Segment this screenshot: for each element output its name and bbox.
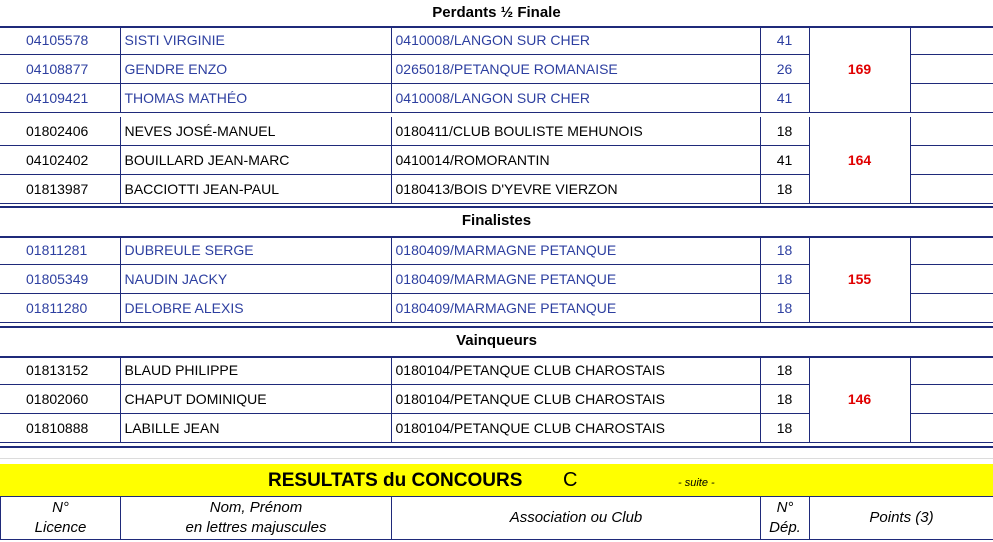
cell-extra[interactable] [910,385,993,414]
cell-extra[interactable] [910,117,993,146]
cell-extra[interactable] [910,175,993,204]
table-row[interactable] [0,117,993,146]
cell-licence[interactable]: 01813152 [0,356,120,385]
cell-licence[interactable]: 04105578 [0,26,120,55]
cell-dep[interactable]: 18 [760,385,809,414]
cell-licence[interactable]: 01813987 [0,175,120,204]
header-licence-line2: Licence [34,519,87,536]
cell-club[interactable]: 0180409/MARMAGNE PETANQUE [391,236,760,265]
header-licence[interactable] [1,497,121,540]
cell-nom[interactable]: BACCIOTTI JEAN-PAUL [120,175,391,204]
cell-licence[interactable]: 04109421 [0,84,120,113]
cell-dep[interactable]: 18 [760,356,809,385]
cell-nom[interactable]: SISTI VIRGINIE [120,26,391,55]
header-dep-line1: N° [776,499,794,516]
banner-suite: - suite - [678,477,715,489]
cell-nom[interactable]: DELOBRE ALEXIS [120,294,391,323]
cell-club[interactable]: 0180104/PETANQUE CLUB CHAROSTAIS [391,385,760,414]
cell-dep[interactable]: 18 [760,175,809,204]
cell-points[interactable]: 169 [809,26,910,113]
section-title-finalistes: Finalistes [461,212,532,229]
cell-club[interactable]: 0410008/LANGON SUR CHER [391,26,760,55]
cell-extra[interactable] [910,26,993,55]
cell-extra[interactable] [910,84,993,113]
cell-extra[interactable] [910,236,993,265]
cell-points[interactable]: 146 [809,356,910,443]
cell-licence[interactable]: 01811280 [0,294,120,323]
cell-dep[interactable]: 41 [760,26,809,55]
header-nom[interactable] [121,497,392,540]
cell-extra[interactable] [910,146,993,175]
cell-licence[interactable]: 04102402 [0,146,120,175]
section-title-vainqueurs: Vainqueurs [456,332,537,349]
cell-club[interactable]: 0265018/PETANQUE ROMANAISE [391,55,760,84]
table-vainqueurs [0,356,993,443]
cell-dep[interactable]: 18 [760,414,809,443]
cell-licence[interactable]: 01805349 [0,265,120,294]
cell-nom[interactable]: GENDRE ENZO [120,55,391,84]
cell-extra[interactable] [910,55,993,84]
cell-extra[interactable] [910,356,993,385]
cell-dep[interactable]: 26 [760,55,809,84]
header-dep-line2: Dép. [769,519,801,536]
grid-divider [0,458,993,459]
cell-club[interactable]: 0410014/ROMORANTIN [391,146,760,175]
cell-licence[interactable]: 01802060 [0,385,120,414]
table-row[interactable] [0,236,993,265]
cell-nom[interactable]: BOUILLARD JEAN-MARC [120,146,391,175]
cell-club[interactable]: 0180413/BOIS D'YEVRE VIERZON [391,175,760,204]
header-nom-line1: Nom, Prénom [209,499,303,516]
column-header [0,496,993,540]
table-perdants-group1 [0,26,993,113]
cell-dep[interactable]: 41 [760,146,809,175]
banner-title: RESULTATS du CONCOURS [268,470,523,491]
table-row[interactable] [0,26,993,55]
banner-letter: C [563,469,578,491]
cell-nom[interactable]: DUBREULE SERGE [120,236,391,265]
cell-licence[interactable]: 01802406 [0,117,120,146]
cell-dep[interactable]: 18 [760,236,809,265]
results-banner [0,464,993,496]
cell-club[interactable]: 0180104/PETANQUE CLUB CHAROSTAIS [391,414,760,443]
cell-licence[interactable]: 04108877 [0,55,120,84]
cell-dep[interactable]: 18 [760,117,809,146]
cell-licence[interactable]: 01810888 [0,414,120,443]
cell-points[interactable]: 155 [809,236,910,323]
header-licence-line1: N° [52,499,69,516]
cell-extra[interactable] [910,265,993,294]
section-title-perdants: Perdants ½ Finale [432,4,561,21]
cell-club[interactable]: 0180409/MARMAGNE PETANQUE [391,294,760,323]
cell-dep[interactable]: 41 [760,84,809,113]
header-dep[interactable] [761,497,810,540]
cell-nom[interactable]: CHAPUT DOMINIQUE [120,385,391,414]
cell-nom[interactable]: BLAUD PHILIPPE [120,356,391,385]
cell-extra[interactable] [910,294,993,323]
cell-extra[interactable] [910,414,993,443]
cell-nom[interactable]: LABILLE JEAN [120,414,391,443]
cell-points[interactable]: 164 [809,117,910,204]
cell-dep[interactable]: 18 [760,265,809,294]
header-points[interactable]: Points (3) [810,497,993,540]
cell-club[interactable]: 0180409/MARMAGNE PETANQUE [391,265,760,294]
header-nom-line2: en lettres majuscules [185,519,327,536]
header-club[interactable]: Association ou Club [392,497,761,540]
cell-club[interactable]: 0410008/LANGON SUR CHER [391,84,760,113]
table-row[interactable] [0,356,993,385]
cell-licence[interactable]: 01811281 [0,236,120,265]
cell-nom[interactable]: THOMAS MATHÉO [120,84,391,113]
cell-club[interactable]: 0180411/CLUB BOULISTE MEHUNOIS [391,117,760,146]
table-finalistes [0,236,993,323]
cell-dep[interactable]: 18 [760,294,809,323]
cell-nom[interactable]: NAUDIN JACKY [120,265,391,294]
cell-club[interactable]: 0180104/PETANQUE CLUB CHAROSTAIS [391,356,760,385]
table-perdants-group2 [0,117,993,204]
cell-nom[interactable]: NEVES JOSÉ-MANUEL [120,117,391,146]
